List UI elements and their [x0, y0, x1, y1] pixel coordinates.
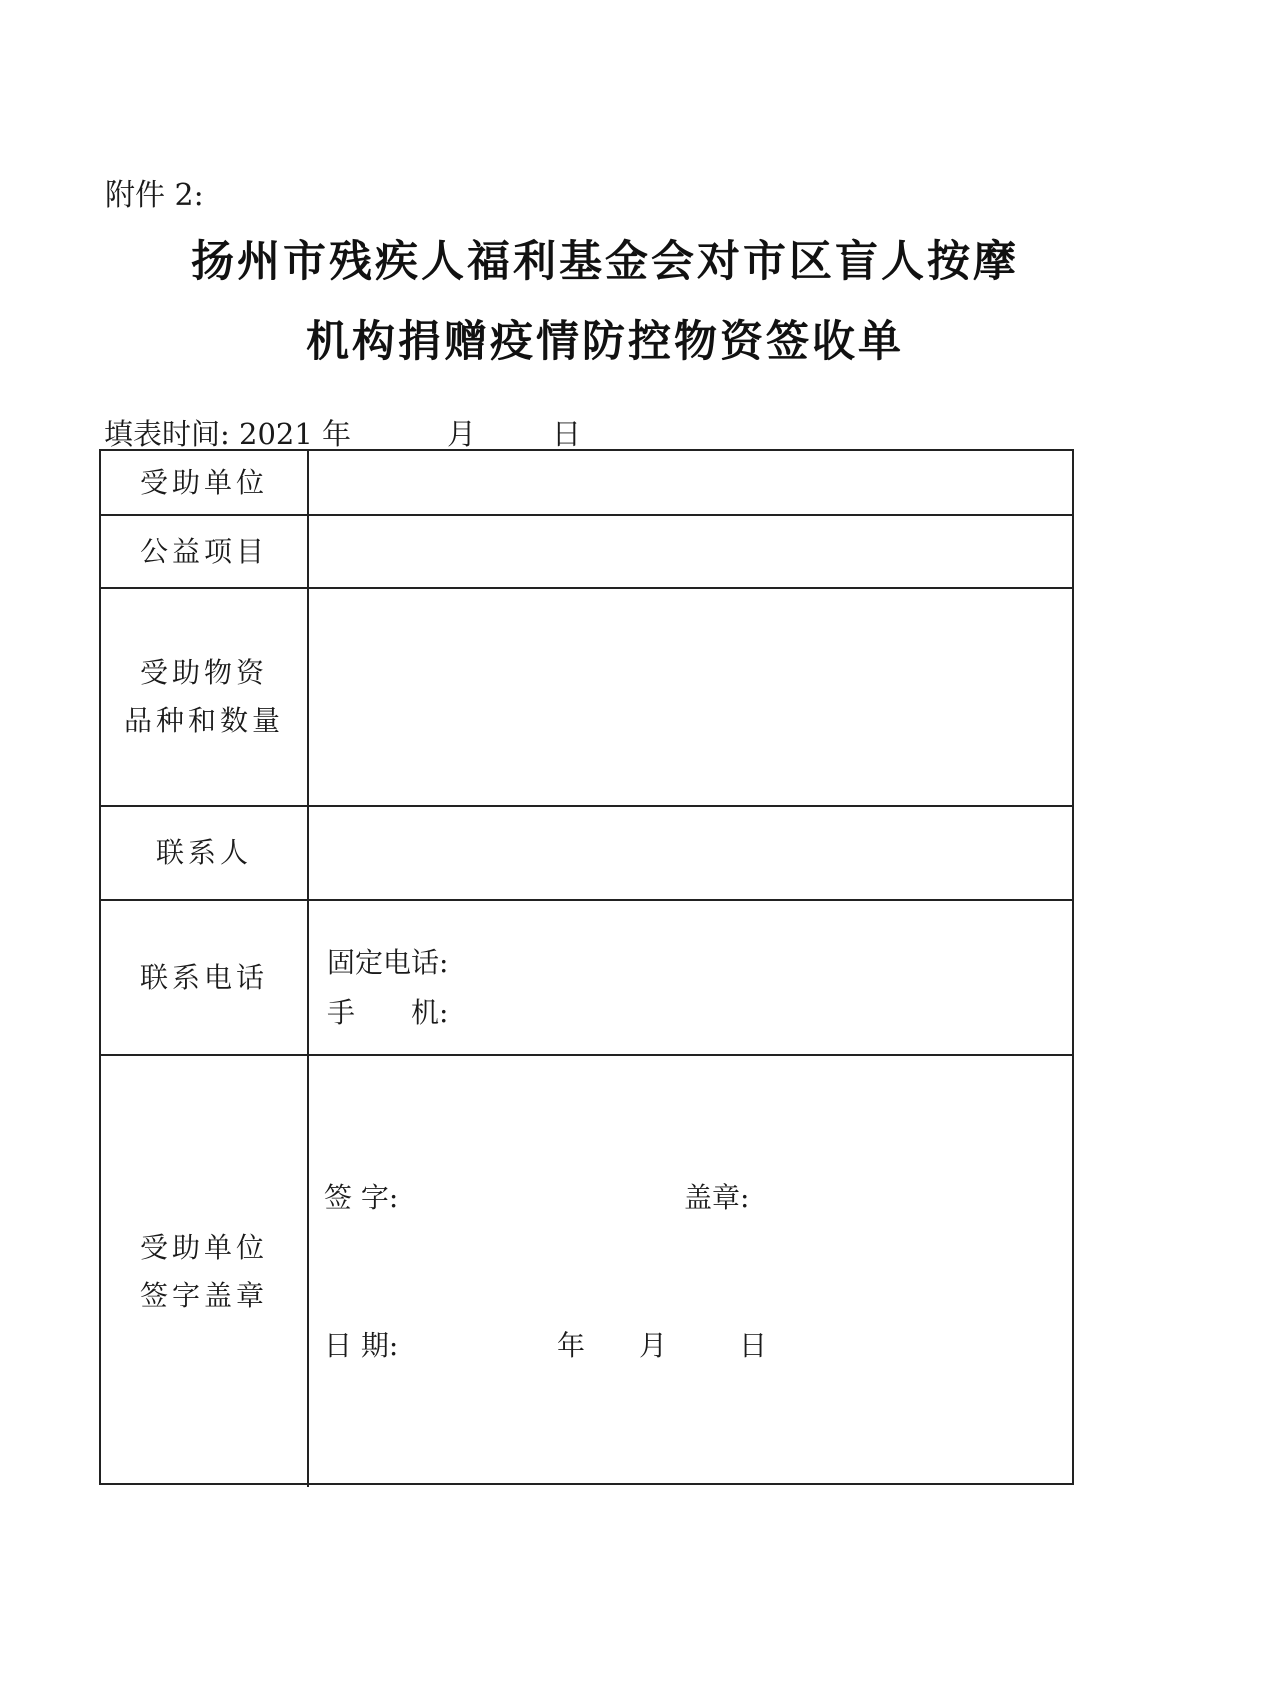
document-title-line-1: 扬州市残疾人福利基金会对市区盲人按摩 [191, 237, 1019, 287]
signature-label: 签 字: [324, 1181, 399, 1214]
recipient-unit-label: 受助单位 [101, 451, 309, 514]
phone-field[interactable] [309, 901, 1072, 1054]
row-recipient-unit [101, 451, 1072, 516]
recipient-unit-field[interactable] [309, 451, 1072, 514]
sign-date-day: 日 [739, 1329, 768, 1362]
sign-date-month: 月 [639, 1329, 668, 1362]
mobile-label: 手 机: [327, 996, 449, 1029]
row-phone [101, 901, 1072, 1056]
phone-label: 联系电话 [101, 901, 309, 1054]
row-contact [101, 807, 1072, 901]
project-field[interactable] [309, 516, 1072, 587]
contact-field[interactable] [309, 807, 1072, 899]
fill-date-month: 月 [447, 417, 477, 451]
attachment-label: 附件 2: [105, 178, 204, 213]
row-materials [101, 589, 1072, 807]
sign-date-year: 年 [557, 1329, 586, 1362]
seal-label: 盖章: [684, 1181, 750, 1214]
materials-label: 受助物资 品种和数量 [101, 589, 309, 805]
fill-date-label: 填表时间: 2021 年 [104, 417, 352, 451]
fill-date-day: 日 [552, 417, 582, 451]
project-label: 公益项目 [101, 516, 309, 587]
signature-field[interactable] [309, 1056, 1072, 1487]
row-project [101, 516, 1072, 589]
contact-label: 联系人 [101, 807, 309, 899]
receipt-form-table [99, 449, 1074, 1485]
landline-label: 固定电话: [327, 946, 449, 979]
document-title-line-2: 机构捐赠疫情防控物资签收单 [306, 317, 904, 367]
materials-field[interactable] [309, 589, 1072, 805]
row-signature [101, 1056, 1072, 1487]
sign-date-label: 日 期: [324, 1329, 399, 1362]
signature-section-label: 受助单位 签字盖章 [101, 1056, 309, 1487]
